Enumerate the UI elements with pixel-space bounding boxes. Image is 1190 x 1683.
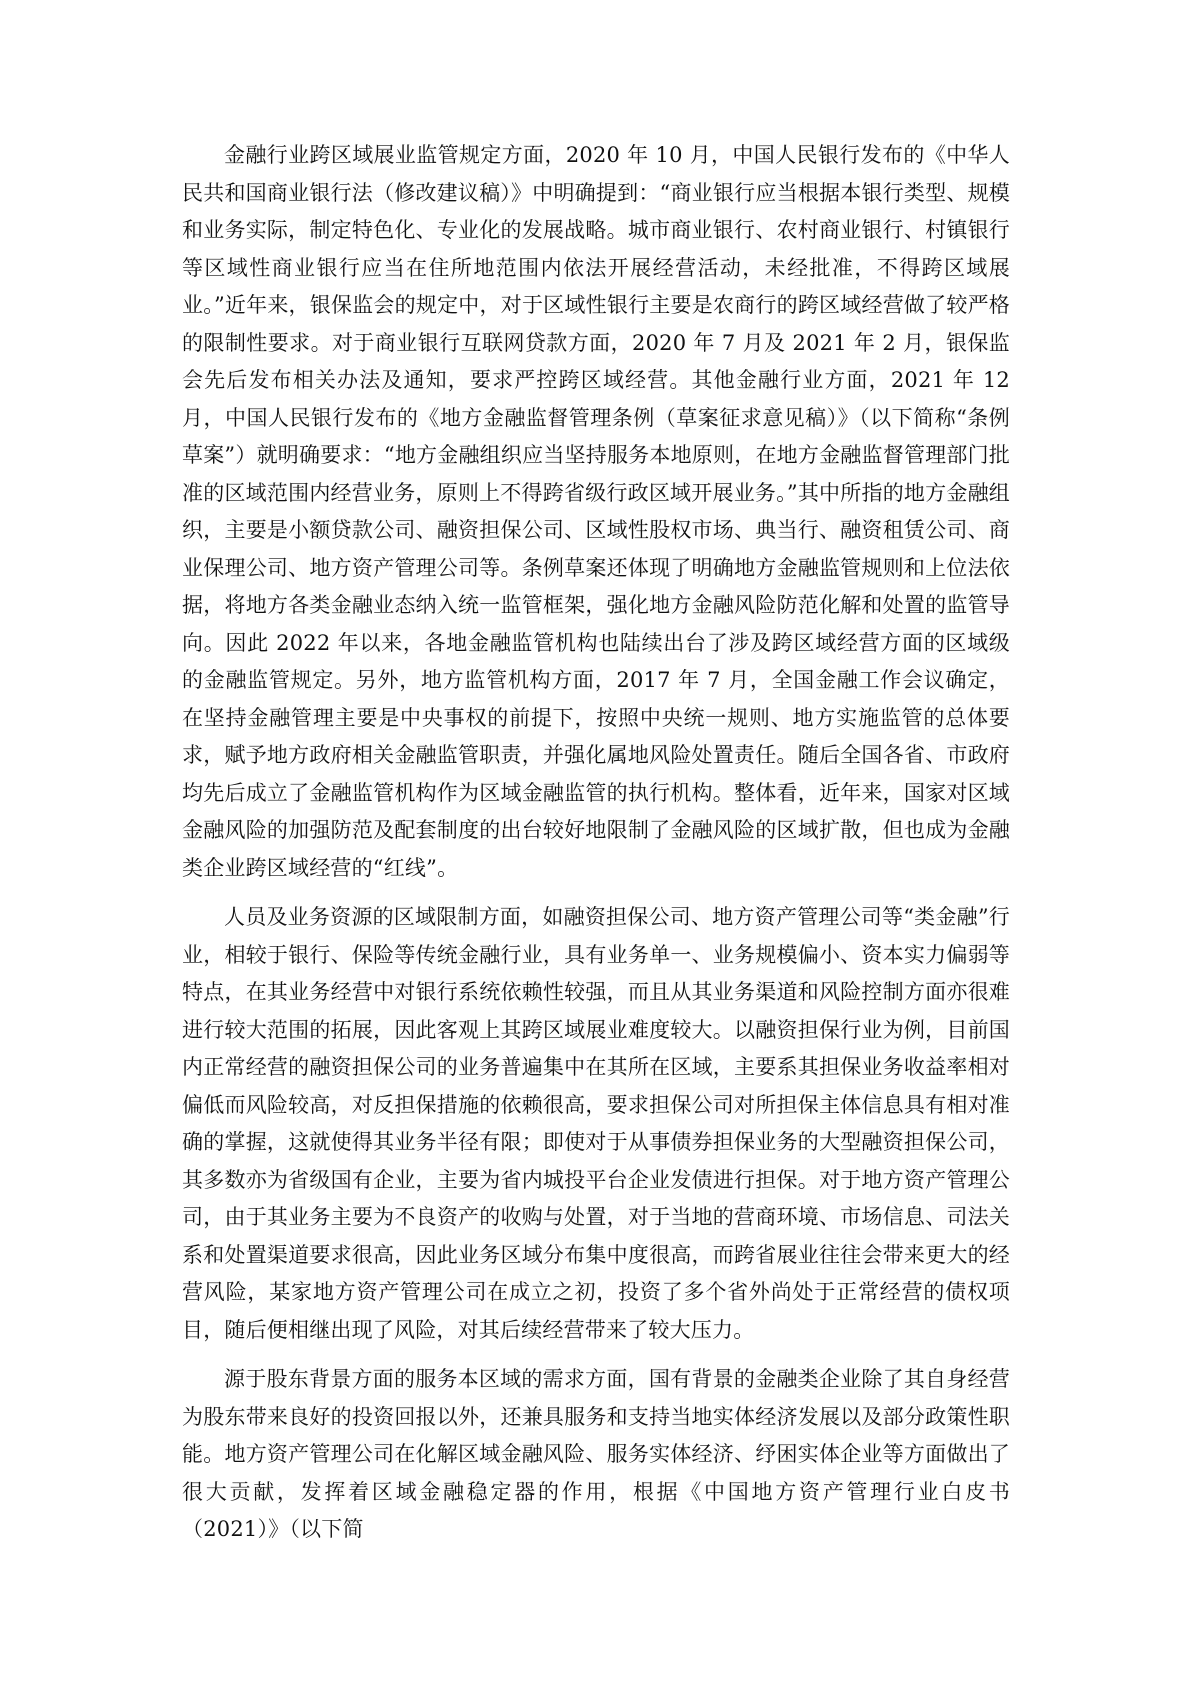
- paragraph-shareholder-background: 源于股东背景方面的服务本区域的需求方面，国有背景的金融类企业除了其自身经营为股东带来良好的投资回报以外，还兼具服务和支持当地实体经济发展以及部分政策性职能。地方资产管理公司在化解区域金融风险、服务实体经济、纾困实体企业等方面做出了很大贡献，发挥着区域金融稳定器的作用，根据《中国地方资产管理行业白皮书（2021）》（以下简: [182, 1367, 1010, 1541]
- paragraph-resource-limits: 人员及业务资源的区域限制方面，如融资担保公司、地方资产管理公司等“类金融”行业，相较于银行、保险等传统金融行业，具有业务单一、业务规模偏小、资本实力偏弱等特点，在其业务经营中对银行系统依赖性较强，而且从其业务渠道和风险控制方面亦很难进行较大范围的拓展，因此客观上其跨区域展业难度较大。以融资担保行业为例，目前国内正常经营的融资担保公司的业务普遍集中在其所在区域，主要系其担保业务收益率相对偏低而风险较高，对反担保措施的依赖很高，要求担保公司对所担保主体信息具有相对准确的掌握，这就使得其业务半径有限；即使对于从事债券担保业务的大型融资担保公司，其多数亦为省级国有企业，主要为省内城投平台企业发债进行担保。对于地方资产管理公司，由于其业务主要为不良资产的收购与处置，对于当地的营商环境、市场信息、司法关系和处置渠道要求很高，因此业务区域分布集中度很高，而跨省展业往往会带来更大的经营风险，某家地方资产管理公司在成立之初，投资了多个省外尚处于正常经营的债权项目，随后便相继出现了风险，对其后续经营带来了较大压力。: [182, 905, 1010, 1342]
- document-body: [182, 137, 1010, 1549]
- paragraph-regulation: 金融行业跨区域展业监管规定方面，2020 年 10 月，中国人民银行发布的《中华人民共和国商业银行法（修改建议稿）》中明确提到：“商业银行应当根据本银行类型、规模和业务实际，制定特色化、专业化的发展战略。城市商业银行、农村商业银行、村镇银行等区域性商业银行应当在住所地范围内依法开展经营活动，未经批准，不得跨区域展业。”近年来，银保监会的规定中，对于区域性银行主要是农商行的跨区域经营做了较严格的限制性要求。对于商业银行互联网贷款方面，2020 年 7 月及 2021 年 2 月，银保监会先后发布相关办法及通知，要求严控跨区域经营。其他金融行业方面，2021 年 12 月，中国人民银行发布的《地方金融监督管理条例（草案征求意见稿）》（以下简称“条例草案”）就明确要求：“地方金融组织应当坚持服务本地原则，在地方金融监督管理部门批准的区域范围内经营业务，原则上不得跨省级行政区域开展业务。”其中所指的地方金融组织，主要是小额贷款公司、融资担保公司、区域性股权市场、典当行、融资租赁公司、商业保理公司、地方资产管理公司等。条例草案还体现了明确地方金融监管规则和上位法依据，将地方各类金融业态纳入统一监管框架，强化地方金融风险防范化解和处置的监管导向。因此 2022 年以来，各地金融监管机构也陆续出台了涉及跨区域经营方面的区域级的金融监管规定。另外，地方监管机构方面，2017 年 7 月，全国金融工作会议确定，在坚持金融管理主要是中央事权的前提下，按照中央统一规则、地方实施监管的总体要求，赋予地方政府相关金融监管职责，并强化属地风险处置责任。随后全国各省、市政府均先后成立了金融监管机构作为区域金融监管的执行机构。整体看，近年来，国家对区域金融风险的加强防范及配套制度的出台较好地限制了金融风险的区域扩散，但也成为金融类企业跨区域经营的“红线”。: [182, 143, 1010, 880]
